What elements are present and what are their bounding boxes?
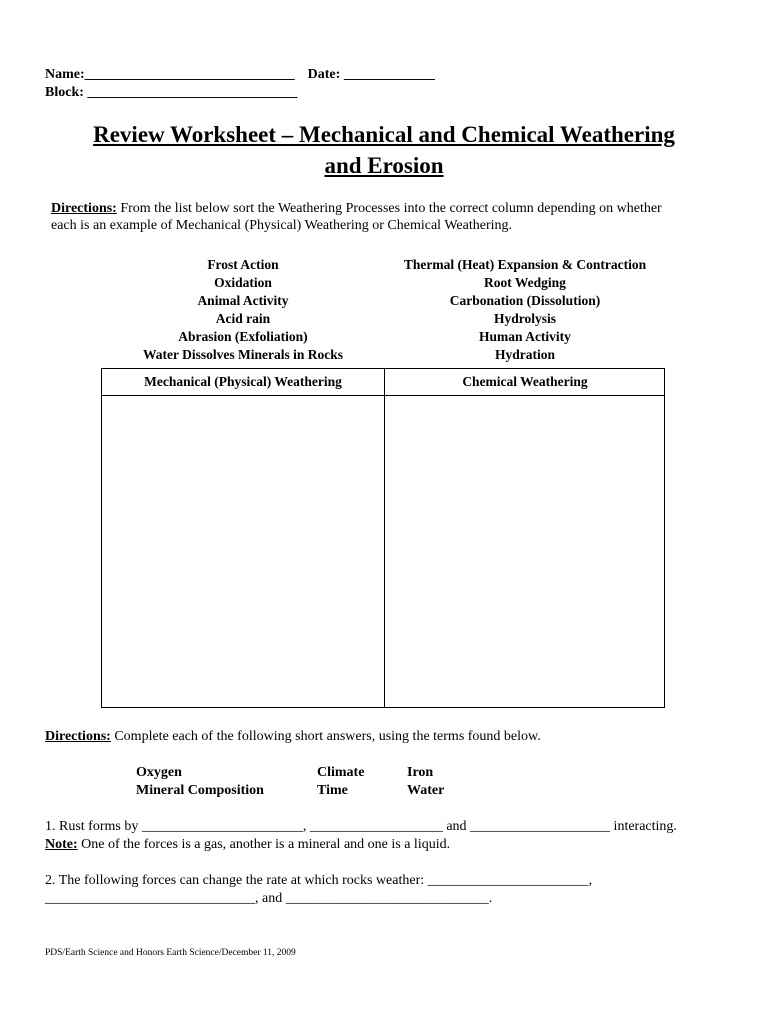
name-label: Name: [45,67,85,82]
question-2-line2[interactable]: ______________________________, and _____________________________. [45,891,493,906]
process-list-left [93,256,393,363]
directions-1-line2: each is an example of Mechanical (Physical) Weathering or Chemical Weathering. [51,218,512,233]
chemical-column-header: Chemical Weathering [462,374,588,389]
directions-2-label: Directions: [45,729,111,744]
process-item: Abrasion (Exfoliation) [178,328,308,344]
term: Iron [407,765,434,780]
term: Oxygen [136,765,182,780]
worksheet-title-line2: and Erosion [324,153,444,178]
page-footer: PDS/Earth Science and Honors Earth Science/December 11, 2009 [45,948,296,958]
process-item: Animal Activity [197,292,289,308]
process-item: Hydration [494,346,555,362]
process-list-right [375,256,675,363]
directions-2-text: Complete each of the following short answers, using the terms found below. [110,729,541,744]
block-line [45,84,297,101]
process-item: Root Wedging [484,274,566,290]
term: Water [407,783,445,798]
directions-1-line1: From the list below sort the Weathering Processes into the correct column depending on whether [116,201,662,216]
term: Climate [317,765,365,780]
question-2-line1[interactable]: 2. The following forces can change the rate at which rocks weather: _______________________, [45,873,593,888]
block-blank[interactable]: ______________________________ [87,85,298,100]
process-item: Thermal (Heat) Expansion & Contraction [403,257,647,272]
mechanical-column-header: Mechanical (Physical) Weathering [144,374,342,389]
question-1-note [45,836,450,853]
chemical-answer-area[interactable] [385,396,664,707]
process-item: Water Dissolves Minerals in Rocks [143,346,343,362]
mechanical-answer-area[interactable] [102,396,384,707]
name-blank[interactable]: ______________________________ [84,67,295,82]
term: Time [317,783,348,798]
note-text: One of the forces is a gas, another is a mineral and one is a liquid. [77,837,451,852]
process-item: Human Activity [479,328,571,344]
directions-1-label: Directions: [51,201,117,216]
term: Mineral Composition [136,783,264,798]
worksheet-title-line1: Review Worksheet – Mechanical and Chemical Weathering [93,122,675,147]
process-item: Carbonation (Dissolution) [449,292,601,308]
directions-1 [51,200,662,217]
block-label: Block: [45,85,84,100]
process-item: Oxidation [214,274,272,290]
process-item: Hydrolysis [493,310,556,326]
sorting-table [101,368,665,708]
name-line [45,66,435,83]
date-blank[interactable]: _____________ [343,67,435,82]
question-1[interactable]: 1. Rust forms by _______________________, ___________________ and ____________________ interacting. [45,819,677,834]
directions-2 [45,728,541,745]
date-label: Date: [307,67,341,82]
process-item: Frost Action [207,257,279,272]
process-item: Acid rain [215,310,271,326]
note-label: Note: [45,837,78,852]
